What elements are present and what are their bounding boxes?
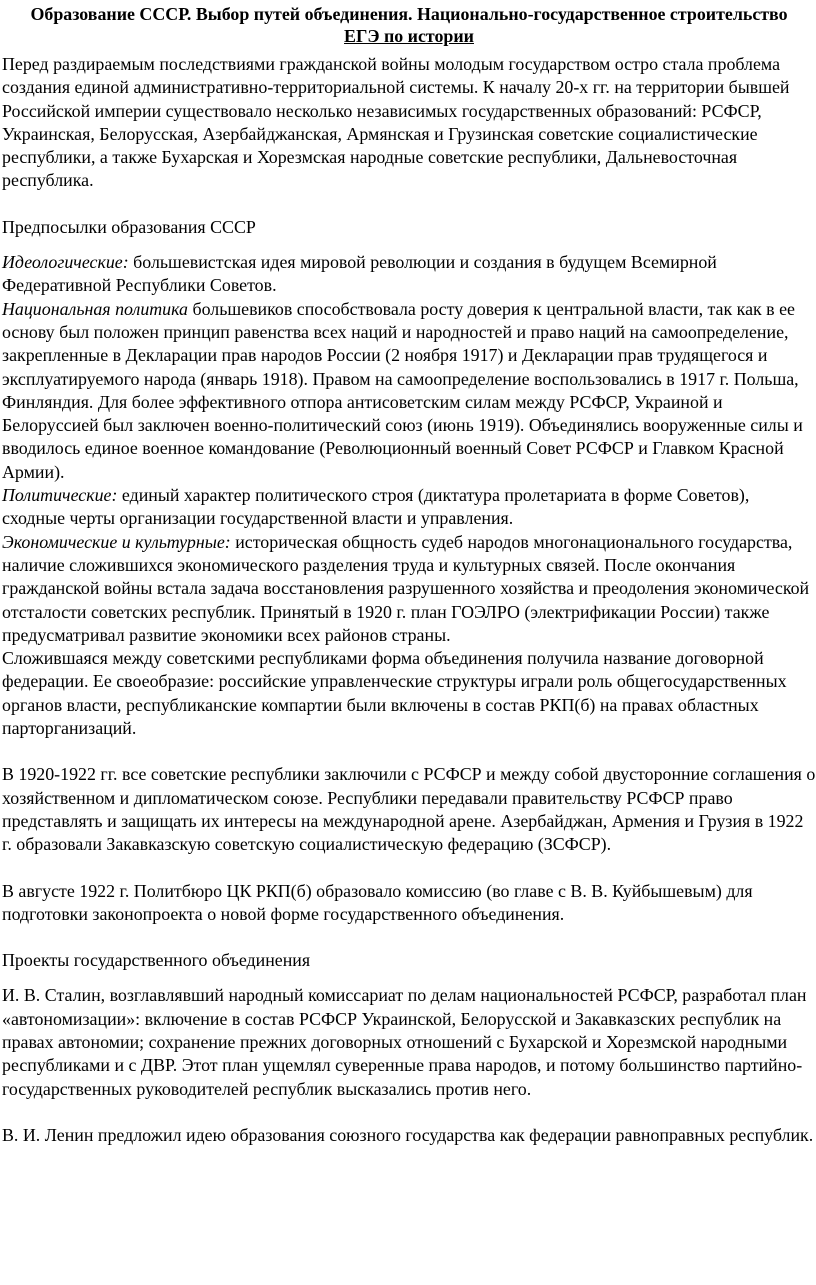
- section-heading-prerequisites: Предпосылки образования СССР: [2, 216, 256, 237]
- spacer: [2, 740, 816, 763]
- national-policy-paragraph: [2, 298, 816, 484]
- intro-paragraph: Перед раздираемым последствиями гражданской войны молодым государством остро стала проблема создания единой административно-территориальной системы. К началу 20-х гг. на территории бывшей Российской империи существовало несколько независимых государственных образований: РСФСР, Украинская, Белорусская, Азербайджанская, Армянская и Грузинская советские социалистические республики, а также Бухарская и Хорезмская народные советские республики, Дальневосточная республика.: [2, 54, 790, 191]
- paragraph-1920-1922: В 1920-1922 гг. все советские республики заключили с РСФСР и между собой двусторонние соглашения о хозяйственном и дипломатическом союзе. Республики передавали правительству РСФСР право представлять и защищать их интересы на международной арене. Азербайджан, Армения и Грузия в 1922 г. образовали Закавказскую советскую социалистическую федерацию (ЗСФСР).: [2, 764, 816, 855]
- economic-text: историческая общность судеб народов многонационального государства, наличие сложившихся экономического разделения труда и культурных связей. После окончания гражданской войны встала задача восстановления разрушенного хозяйства и преодоления экономической отсталости советских республик. Принятый в 1920 г. план ГОЭЛРО (электрификации России) также предусматривал развитие экономики всех районов страны.: [2, 531, 810, 645]
- document-title: [2, 0, 816, 47]
- national-policy-text: большевиков способствовала росту доверия к центральной власти, так как в ее основу был положен принцип равенства всех наций и народностей и право наций на самоопределение, закрепленные в Декларации прав народов России (2 ноября 1917) и Декларации прав трудящегося и эксплуатируемого народа (январь 1918). Правом на самоопределение воспользовались в 1917 г. Польша, Финляндия. Для более эффективного отпора антисоветским силам между РСФСР, Украиной и Белоруссией был заключен военно-политический союз (июнь 1919). Объединялись вооруженные силы и вводилось единое военное командование (Революционный военный Совет РСФСР и Главком Красной Армии).: [2, 298, 803, 482]
- economic-label: Экономические и культурные:: [2, 531, 231, 552]
- title-subtitle: ЕГЭ по истории: [344, 25, 474, 46]
- political-paragraph: [2, 484, 816, 531]
- spacer: [2, 926, 816, 949]
- economic-paragraph: [2, 531, 816, 647]
- spacer: [2, 1101, 816, 1124]
- spacer: [2, 193, 816, 216]
- spacer: [2, 857, 816, 880]
- ideological-label: Идеологические:: [2, 252, 129, 273]
- lenin-paragraph: В. И. Ленин предложил идею образования союзного государства как федерации равноправных республик.: [2, 1124, 814, 1145]
- ideological-text: большевистская идея мировой революции и создания в будущем Всемирной Федеративной Республики Советов.: [2, 252, 717, 296]
- title-main: Образование СССР. Выбор путей объединения. Национально-государственное строительство: [30, 4, 788, 24]
- ideological-paragraph: [2, 251, 816, 298]
- national-policy-label: Национальная политика: [2, 298, 188, 319]
- stalin-paragraph: И. В. Сталин, возглавлявший народный комиссариат по делам национальностей РСФСР, разработал план «автономизации»: включение в состав РСФСР Украинской, Белорусской и Закавказских республик на правах автономии; сохранение прежних договорных отношений с Бухарской и Хорезмской народными республиками и с ДВР. Этот план ущемлял суверенные права народов, и потому большинство партийно-государственных руководителей республик высказались против него.: [2, 985, 807, 1099]
- section-heading-projects: Проекты государственного объединения: [2, 950, 311, 971]
- political-label: Политические:: [2, 485, 118, 506]
- paragraph-august-1922: В августе 1922 г. Политбюро ЦК РКП(б) образовало комиссию (во главе с В. В. Куйбышевым) для подготовки законопроекта о новой форме государственного объединения.: [2, 880, 753, 924]
- political-text: единый характер политического строя (диктатура пролетариата в форме Советов), сходные черты организации государственной власти и управления.: [2, 485, 750, 529]
- federation-paragraph: Сложившаяся между советскими республиками форма объединения получила название договорной федерации. Ее своеобразие: российские управленческие структуры играли роль общегосударственных органов власти, республиканские компартии были включены в состав РКП(б) на правах областных парторганизаций.: [2, 648, 787, 739]
